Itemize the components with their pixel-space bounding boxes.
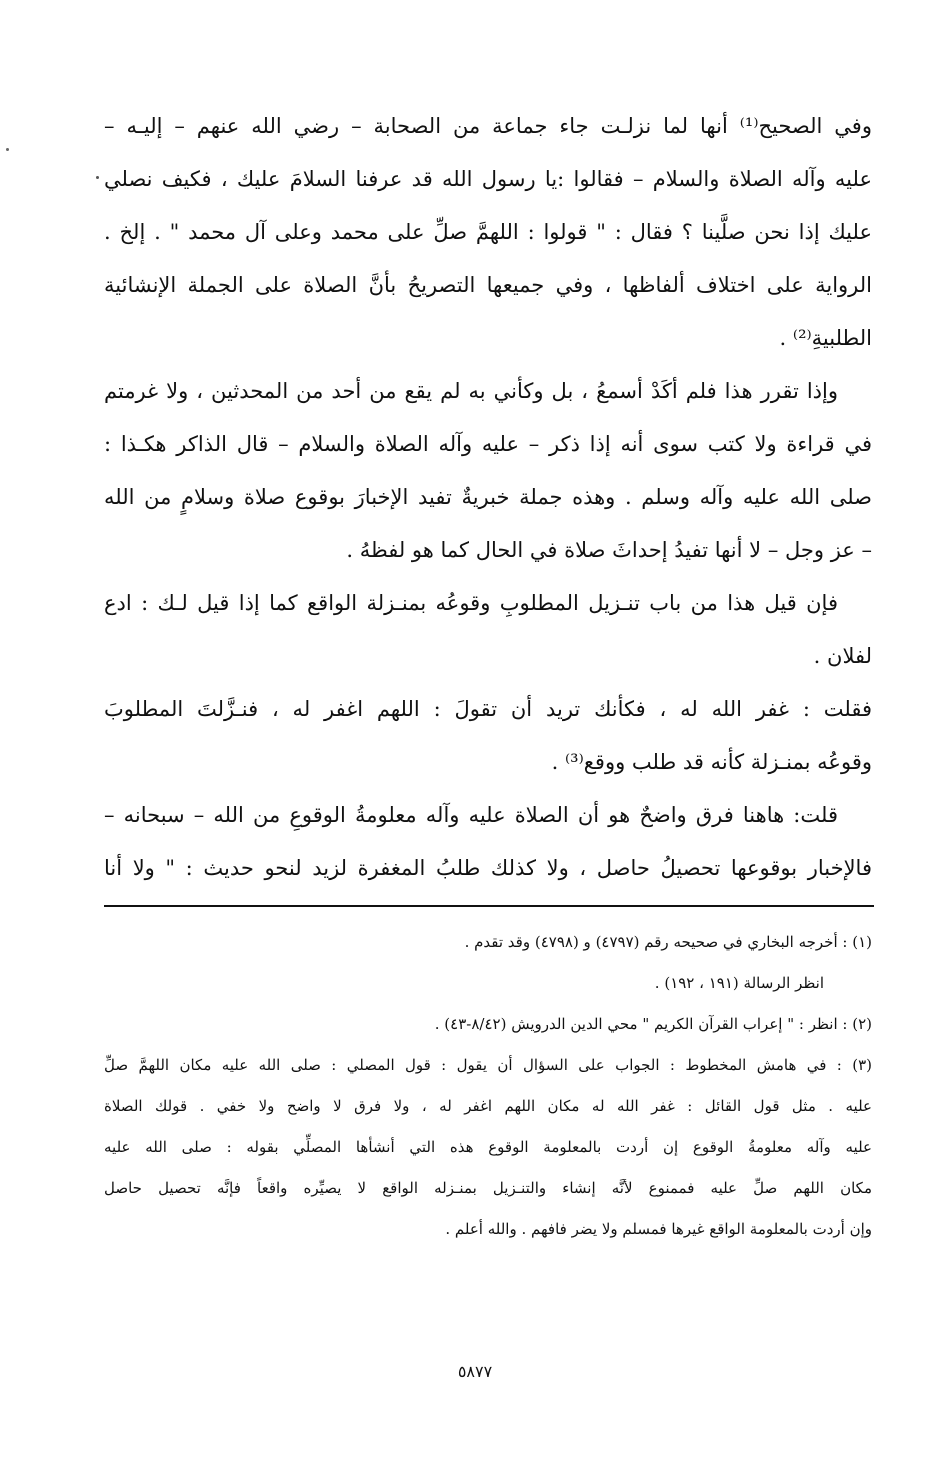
footnote-line: مكان اللهم صلِّ عليه فممنوع لأنَّه إنشاء والتنـزيل بمنـزله الواقع لا يصيِّره واقعاً فإنَّه تحصيل حاصل [104,1179,872,1197]
page-number: ٥٨٧٧ [457,1362,493,1381]
footnote-line: انظر الرسالة (١٩١ ، ١٩٢) . [654,974,824,992]
body-line: – عز وجل – لا أنها تفيدُ إحداثَ صلاة في الحال كما هو لفظهُ . [346,538,872,562]
body-line: الرواية على اختلاف ألفاظها ، وفي جميعها التصريحُ بأنَّ الصلاة على الجملة الإنشائية [104,273,872,297]
footnote-line: عليه وآله معلومةُ الوقوع إن أردت بالمعلومة الوقوع هذه التي أنشأها المصلِّي بقوله : صلى الله عليه [104,1138,872,1156]
body-line: وقوعُه بمنـزلة كأنه قد طلب ووقع⁽³⁾ . [551,750,872,774]
main-text [104,100,872,895]
body-line: عليه وآله الصلاة والسلام – فقالوا :يا رسول الله قد عرفنا السلامَ عليك ، فكيف نصلي [104,167,872,191]
body-line: صلى الله عليه وآله وسلم . وهذه جملة خبريةٌ تفيد الإخبارَ بوقوع صلاة وسلامٍ من الله [104,485,872,509]
footnote-line: وإن أردت بالمعلومة الواقع غيرها فمسلم ولا يضر فافهم . والله أعلم . [445,1220,872,1238]
scan-speck [96,176,99,179]
body-line: فإن قيل هذا من باب تنـزيل المطلوبِ وقوعُه بمنـزلة الواقع كما إذا قيل لـك : ادع [104,591,838,615]
footnote-divider [104,905,874,907]
body-line: وفي الصحيح⁽¹⁾ أنها لما نزلـت جاء جماعة من الصحابة – رضي الله عنهم – إليـه – [104,114,872,138]
body-line: الطلبيةِ⁽²⁾ . [779,326,872,350]
body-line: في قراءة ولا كتب سوى أنه إذا ذكر – عليه وآله الصلاة والسلام – قال الذاكر هكـذا : [104,432,872,456]
body-line: وإذا تقرر هذا فلم أكَدْ أسمعُ ، بل وكأني به لم يقع من أحد من المحدثين ، ولا غرمتم [104,379,838,403]
body-line: فالإخبار بوقوعها تحصيلُ حاصل ، ولا كذلك طلبُ المغفرة لزيد لنحو حديث : " ولا أنا [104,856,872,880]
body-line: لفلان . [813,644,872,668]
footnote-line: (٢) : انظر : " إعراب القرآن الكريم " محي الدين الدرويش (٨/٤٢-٤٣) . [434,1015,872,1033]
body-line: قلت: هاهنا فرق واضحٌ هو أن الصلاة عليه وآله معلومةُ الوقوعِ من الله – سبحانه – [104,803,838,827]
footnote-line: عليه . مثل قول القائل : غفر الله له مكان اللهم اغفر له ، ولا فرق لا واضح ولا خفي . قولك الصلاة [104,1097,872,1115]
footnote-line: (٣) : في هامش المخطوط : الجواب على السؤال أن يقول : قول المصلي : صلى الله عليه مكان اللهمَّ صلِّ [104,1056,872,1074]
body-line: عليك إذا نحن صلَّينا ؟ فقال : " قولوا : اللهمَّ صلِّ على محمد وعلى آل محمد " . إلخ . [104,220,872,244]
body-line: فقلت : غفر الله له ، فكأنك تريد أن تقولَ : اللهم اغفر له ، فنـزَّلتَ المطلوبَ [104,697,872,721]
footnote-line: (١) : أخرجه البخاري في صحيحه رقم (٤٧٩٧) و (٤٧٩٨) وقد تقدم . [464,933,872,951]
scan-speck [6,148,9,151]
footnotes [104,922,872,1250]
